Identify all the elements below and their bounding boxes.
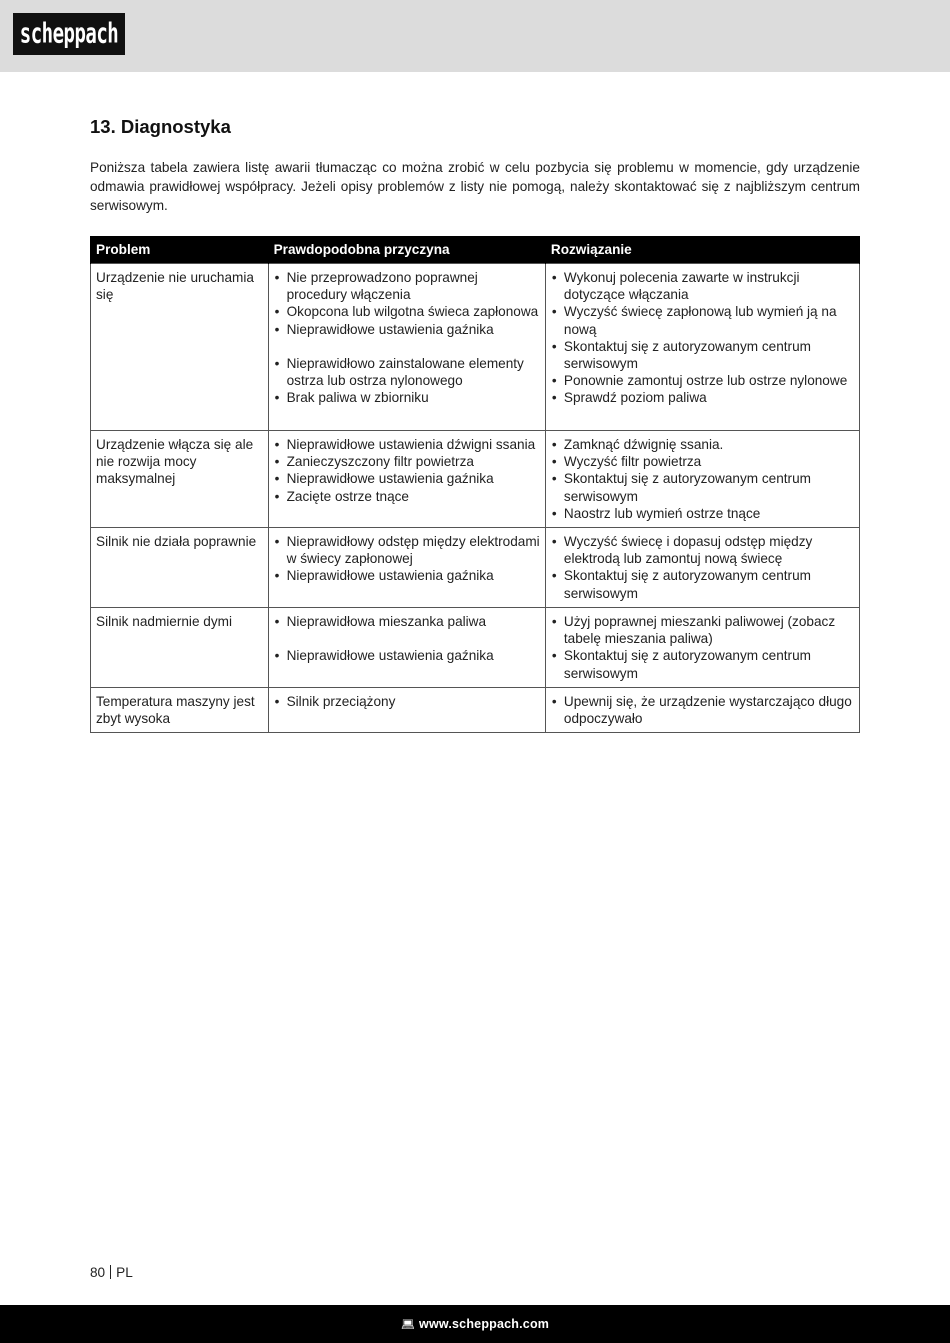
table-row [91,431,860,528]
list-item: • Nieprawidłowy odstęp między elektrodami w świecy zapłonowej [274,533,541,567]
list-item: • Nieprawidłowe ustawienia gaźnika [274,321,541,338]
list-item: • Wyczyść świecę zapłonową lub wymień ją na nową [551,303,855,337]
table-row [91,528,860,608]
problem-cell: Silnik nie działa poprawnie [91,528,269,608]
table-header-row [91,236,860,264]
solution-list [551,533,855,602]
list-item: • Nieprawidłowe ustawienia gaźnika [274,567,541,584]
problem-cell: Temperatura maszyny jest zbyt wysoka [91,688,269,733]
solution-cell [545,431,859,528]
list-item: • Skontaktuj się z autoryzowanym centrum serwisowym [551,567,855,601]
list-item: • Silnik przeciążony [274,693,541,710]
footer-bar [0,1305,950,1343]
list-item: • Okopcona lub wilgotna świeca zapłonowa [274,303,541,320]
list-item: • Nieprawidłowe ustawienia gaźnika [274,647,541,664]
problem-cell: Urządzenie włącza się ale nie rozwija mocy maksymalnej [91,431,269,528]
list-item: • Zamknąć dźwignię ssania. [551,436,855,453]
list-item: • Wykonuj polecenia zawarte w instrukcji dotyczące włączania [551,269,855,303]
list-item: • Nieprawidłowa mieszanka paliwa [274,613,541,630]
problem-cell: Urządzenie nie uruchamia się [91,264,269,431]
cause-cell [268,431,545,528]
website-link[interactable]: www.scheppach.com [419,1317,550,1331]
cause-cell [268,608,545,688]
cause-cell [268,528,545,608]
list-item: • Skontaktuj się z autoryzowanym centrum serwisowym [551,338,855,372]
language-code: PL [116,1265,133,1280]
cause-list [274,613,541,665]
cause-cell [268,688,545,733]
list-item: • Wyczyść świecę i dopasuj odstęp między elektrodą lub zamontuj nową świecę [551,533,855,567]
solution-cell [545,264,859,431]
section-title: 13. Diagnostyka [90,116,231,137]
list-item: • Brak paliwa w zbiorniku [274,389,541,406]
list-item: • Wyczyść filtr powietrza [551,453,855,470]
cause-list [274,693,541,710]
header-solution: Rozwiązanie [545,236,859,264]
list-item: • Ponownie zamontuj ostrze lub ostrze nylonowe [551,372,855,389]
solution-list [551,436,855,522]
list-item: • Nieprawidłowe ustawienia gaźnika [274,470,541,487]
list-item: • Nieprawidłowo zainstalowane elementy ostrza lub ostrza nylonowego [274,355,541,389]
header-bar [0,0,950,72]
solution-cell [545,528,859,608]
table-row [91,688,860,733]
diagnostics-table [90,236,860,733]
list-item: • Nie przeprowadzono poprawnej procedury włączenia [274,269,541,303]
list-item: • Skontaktuj się z autoryzowanym centrum serwisowym [551,647,855,681]
scheppach-logo: scheppach [13,13,125,55]
computer-icon: 💻︎ [400,1318,416,1331]
intro-paragraph: Poniższa tabela zawiera listę awarii tłumacząc co można zrobić w celu pozbycia się problemu w momencie, gdy urządzenie odmawia prawidłowej współpracy. Jeżeli opisy problemów z listy nie pomogą, należy skontaktować się z najbliższym centrum serwisowym. [90,160,860,213]
solution-list [551,269,855,407]
solution-cell [545,608,859,688]
solution-list [551,613,855,682]
list-item: • Naostrz lub wymień ostrze tnące [551,505,855,522]
cause-cell [268,264,545,431]
list-item: • Zacięte ostrze tnące [274,488,541,505]
solution-cell [545,688,859,733]
list-item: • Upewnij się, że urządzenie wystarczająco długo odpoczywało [551,693,855,727]
page-number-value: 80 [90,1265,106,1280]
header-problem: Problem [91,236,269,264]
cause-list [274,436,541,505]
table-row [91,608,860,688]
list-item: • Zanieczyszczony filtr powietrza [274,453,541,470]
list-item: • Użyj poprawnej mieszanki paliwowej (zobacz tabelę mieszania paliwa) [551,613,855,647]
cause-list [274,269,541,407]
list-item: • Skontaktuj się z autoryzowanym centrum serwisowym [551,470,855,504]
solution-list [551,693,855,727]
table-row [91,264,860,431]
problem-cell: Silnik nadmiernie dymi [91,608,269,688]
page-number [90,1265,133,1280]
page-separator [110,1265,111,1279]
cause-list [274,533,541,585]
list-item: • Nieprawidłowe ustawienia dźwigni ssania [274,436,541,453]
header-cause: Prawdopodobna przyczyna [268,236,545,264]
list-item: • Sprawdź poziom paliwa [551,389,855,406]
